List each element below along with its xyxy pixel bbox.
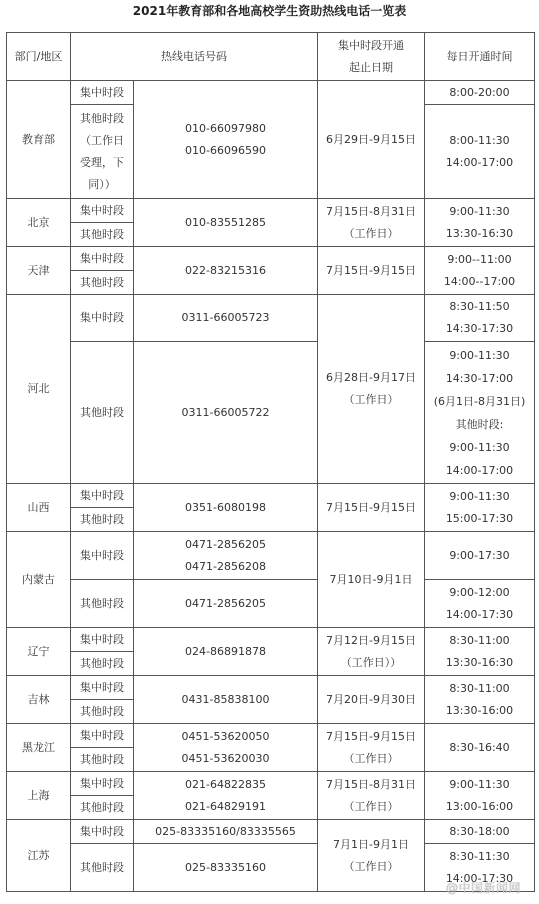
table-row [7, 580, 535, 628]
period-cell: 其他时段 [71, 748, 134, 772]
phone-cell: 025-83335160/83335565 [134, 820, 318, 844]
daily-cell: 8:30-11:50 14:30-17:30 [425, 295, 535, 342]
dates-cell: 7月20日-9月30日 [318, 676, 425, 724]
table-row [7, 820, 535, 844]
region-cell: 吉林 [7, 676, 71, 724]
daily-cell: 8:30-18:00 [425, 820, 535, 844]
daily-cell: 8:30-11:00 13:30-16:00 [425, 676, 535, 724]
phone-cell: 0471-2856205 0471-2856208 [134, 532, 318, 580]
daily-cell: 9:00-17:30 [425, 532, 535, 580]
dates-cell: 7月15日-9月15日 （工作日） [318, 724, 425, 772]
dates-cell: 6月29日-9月15日 [318, 81, 425, 199]
period-cell: 集中时段 [71, 532, 134, 580]
table-header-row [7, 33, 535, 81]
table-row [7, 81, 535, 105]
dates-cell: 7月15日-9月15日 [318, 247, 425, 295]
region-cell: 天津 [7, 247, 71, 295]
period-cell: 其他时段 [71, 223, 134, 247]
region-cell: 江苏 [7, 820, 71, 892]
period-cell: 其他时段 [71, 796, 134, 820]
dates-cell: 7月10日-9月1日 [318, 532, 425, 628]
header-phone: 热线电话号码 [71, 33, 318, 81]
daily-cell: 9:00-11:30 15:00-17:30 [425, 484, 535, 532]
table-row [7, 247, 535, 271]
dates-cell: 7月15日-9月15日 [318, 484, 425, 532]
table-row [7, 772, 535, 796]
period-cell: 集中时段 [71, 199, 134, 223]
dates-cell: 7月15日-8月31日 （工作日） [318, 199, 425, 247]
period-cell: 集中时段 [71, 820, 134, 844]
daily-cell: 9:00-12:00 14:00-17:30 [425, 580, 535, 628]
phone-cell: 0471-2856205 [134, 580, 318, 628]
period-cell: 其他时段 [71, 271, 134, 295]
watermark: @中国新闻网 [445, 881, 521, 895]
region-cell: 山西 [7, 484, 71, 532]
daily-cell: 8:30-16:40 [425, 724, 535, 772]
table-row [7, 199, 535, 223]
phone-cell: 021-64822835 021-64829191 [134, 772, 318, 820]
daily-cell: 9:00-11:30 13:00-16:00 [425, 772, 535, 820]
table-row [7, 628, 535, 652]
table-row [7, 532, 535, 580]
period-cell: 集中时段 [71, 724, 134, 748]
table-row [7, 295, 535, 342]
phone-cell: 0311-66005723 [134, 295, 318, 342]
table-row [7, 484, 535, 508]
period-cell: 其他时段 [71, 652, 134, 676]
daily-cell: 8:30-11:00 13:30-16:30 [425, 628, 535, 676]
region-cell: 内蒙古 [7, 532, 71, 628]
daily-cell: 9:00-11:30 13:30-16:30 [425, 199, 535, 247]
header-start-date: 集中时段开通 起止日期 [318, 33, 425, 81]
period-cell: 集中时段 [71, 676, 134, 700]
daily-cell: 8:00-11:30 14:00-17:00 [425, 105, 535, 199]
period-cell: 集中时段 [71, 247, 134, 271]
region-cell: 辽宁 [7, 628, 71, 676]
daily-cell: 8:00-20:00 [425, 81, 535, 105]
daily-cell: 9:00-11:30 14:30-17:00 (6月1日-8月31日) 其他时段: 9:00-11:30 14:00-17:00 [425, 342, 535, 484]
phone-cell: 0431-85838100 [134, 676, 318, 724]
region-cell: 上海 [7, 772, 71, 820]
header-dept: 部门/地区 [7, 33, 71, 81]
region-cell: 黑龙江 [7, 724, 71, 772]
phone-cell: 0351-6080198 [134, 484, 318, 532]
hotline-table [6, 32, 535, 892]
period-cell: 其他时段 [71, 342, 134, 484]
phone-cell: 010-83551285 [134, 199, 318, 247]
period-cell: 集中时段 [71, 484, 134, 508]
dates-cell: 7月1日-9月1日 （工作日） [318, 820, 425, 892]
period-cell: 其他时段 [71, 580, 134, 628]
phone-cell: 022-83215316 [134, 247, 318, 295]
table-row [7, 342, 535, 484]
header-daily: 每日开通时间 [425, 33, 535, 81]
phone-cell: 010-66097980 010-66096590 [134, 81, 318, 199]
phone-cell: 024-86891878 [134, 628, 318, 676]
dates-cell: 6月28日-9月17日 （工作日） [318, 295, 425, 484]
period-cell: 其他时段 （工作日 受理，下 同）） [71, 105, 134, 199]
region-cell: 河北 [7, 295, 71, 484]
page-title: 2021年教育部和各地高校学生资助热线电话一览表 [132, 4, 407, 18]
table-row [7, 676, 535, 700]
daily-cell: 9:00--11:00 14:00--17:00 [425, 247, 535, 295]
period-cell: 集中时段 [71, 628, 134, 652]
region-cell: 教育部 [7, 81, 71, 199]
phone-cell: 0311-66005722 [134, 342, 318, 484]
daily-cell: 8:30-11:30 14:00-17:30 [425, 844, 535, 892]
dates-cell: 7月15日-8月31日 （工作日） [318, 772, 425, 820]
period-cell: 集中时段 [71, 295, 134, 342]
period-cell: 其他时段 [71, 700, 134, 724]
period-cell: 集中时段 [71, 81, 134, 105]
period-cell: 其他时段 [71, 844, 134, 892]
table-row [7, 724, 535, 748]
dates-cell: 7月12日-9月15日 （工作日）） [318, 628, 425, 676]
phone-cell: 025-83335160 [134, 844, 318, 892]
phone-cell: 0451-53620050 0451-53620030 [134, 724, 318, 772]
period-cell: 其他时段 [71, 508, 134, 532]
period-cell: 集中时段 [71, 772, 134, 796]
region-cell: 北京 [7, 199, 71, 247]
